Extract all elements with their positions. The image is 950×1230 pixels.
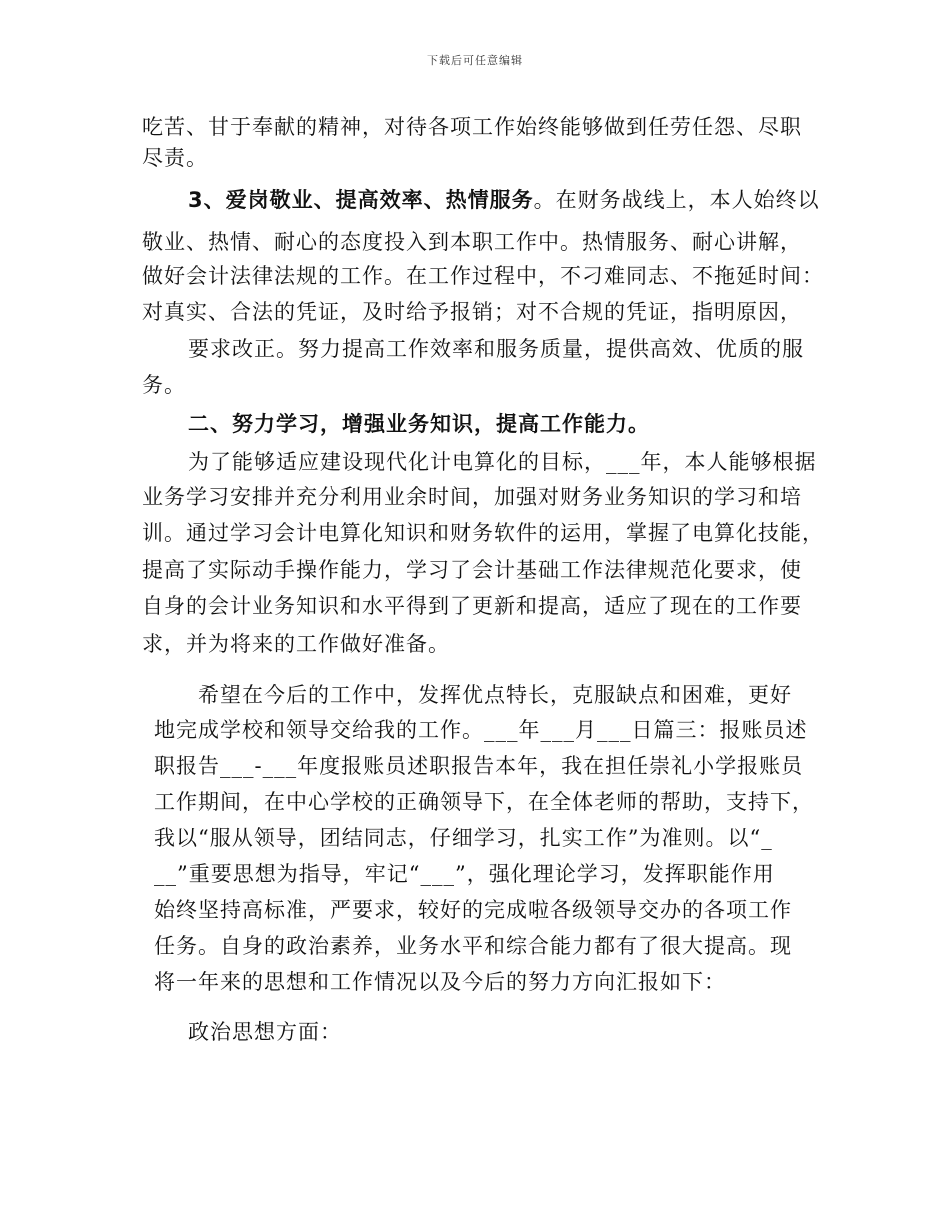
text-line [142,519,824,547]
text-line [154,716,808,744]
text-span: 。在财务战线上，本人始终以 [533,188,820,212]
text-line [188,335,804,363]
text-line [154,932,792,960]
text-span: 希望在今后的工作中，发挥优点特长，克服缺点和困难，更好 [198,683,792,707]
text-line [188,1018,342,1046]
text-line [142,371,186,399]
text-span: 求，并为将来的工作做好准备。 [142,632,450,656]
text-span: 始终坚持高标准，严要求，较好的完成啦各级领导交办的各项工作 [154,898,792,922]
section-2-heading: 二、努力学习，增强业务知识，提高工作能力。 [188,412,650,436]
text-span: 我以“服从领导，团结同志，仔细学习，扎实工作”为准则。以“_ [154,826,773,850]
text-span: 对真实、合法的凭证，及时给予报销；对不合规的凭证，指明原因， [142,300,802,324]
text-span: __”重要思想为指导，牢记“___”，强化理论学习，发挥职能作用 [154,862,775,886]
text-span: 务。 [142,373,186,397]
text-line [154,968,726,996]
text-span: 地完成学校和领导交给我的工作。___年___月___日篇三：报账员述 [154,718,808,742]
text-span: 职报告___-___年度报账员述职报告本年，我在担任崇礼小学报账员 [154,754,804,778]
text-span: 为了能够适应建设现代化计电算化的目标，___年，本人能够根据 [188,450,817,474]
text-span: 吃苦、甘于奉献的精神，对待各项工作始终能够做到任劳任怨、尽职 [142,115,802,139]
text-line [154,824,773,852]
text-span: 训。通过学习会计电算化知识和财务软件的运用，掌握了电算化技能， [142,521,824,545]
text-line [142,113,802,141]
text-line [142,228,802,256]
text-line [142,262,824,290]
text-line [154,860,775,888]
text-line [142,556,802,584]
text-span: 自身的会计业务知识和水平得到了更新和提高，适应了现在的工作要 [142,594,802,618]
text-span: 政治思想方面： [188,1020,342,1044]
text-line [142,630,450,658]
text-span: 提高了实际动手操作能力，学习了会计基础工作法律规范化要求，使 [142,558,802,582]
text-line [154,788,814,816]
section-3-line [188,186,820,214]
text-span: 将一年来的思想和工作情况以及今后的努力方向汇报如下： [154,970,726,994]
section-3-heading: 3、爱岗敬业、提高效率、热情服务 [188,188,534,212]
text-span: 业务学习安排并充分利用业余时间，加强对财务业务知识的学习和培 [142,485,802,509]
page-header: 下载后可任意编辑 [427,54,523,67]
text-line [142,144,208,172]
text-line [154,896,792,924]
text-line [154,752,803,780]
text-span: 尽责。 [142,146,208,170]
text-span: 敬业、热情、耐心的态度投入到本职工作中。热情服务、耐心讲解， [142,230,802,254]
text-line [142,483,802,511]
text-span: 工作期间，在中心学校的正确领导下，在全体老师的帮助，支持下， [154,790,814,814]
text-span: 要求改正。努力提高工作效率和服务质量，提供高效、优质的服 [188,337,804,361]
section-2-line [188,410,650,438]
text-line [142,592,802,620]
text-line [142,298,802,326]
text-span: 任务。自身的政治素养，业务水平和综合能力都有了很大提高。现 [154,934,792,958]
text-line [198,681,792,709]
text-span: 做好会计法律法规的工作。在工作过程中，不刁难同志、不拖延时间： [142,264,824,288]
text-line [188,448,817,476]
